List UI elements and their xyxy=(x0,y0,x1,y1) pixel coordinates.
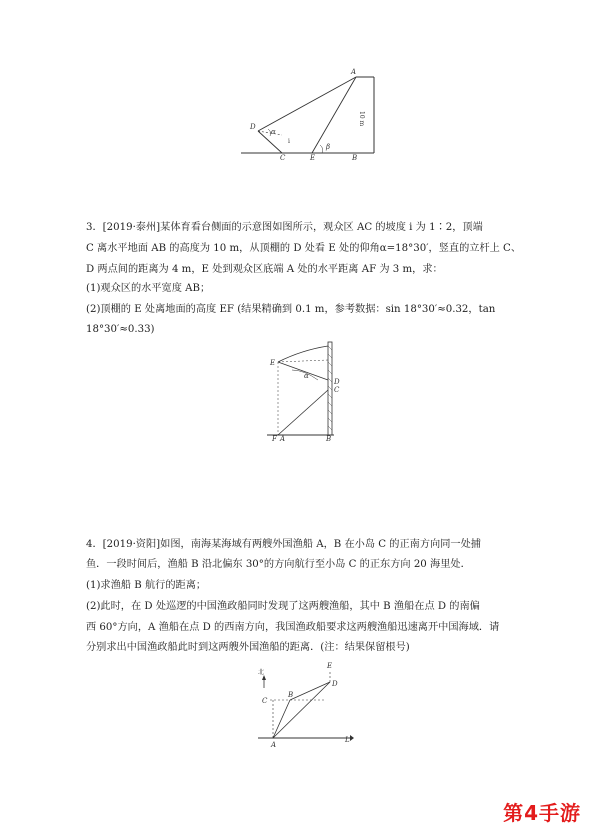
label-north: 北 xyxy=(258,669,265,676)
q4-part2a: (2)此时，在 D 处巡逻的中国渔政船同时发现了这两艘渔船，其中 B 渔船在点 D 的南偏 xyxy=(86,601,480,612)
label-C: C xyxy=(262,697,268,705)
label-alpha: α xyxy=(271,128,276,136)
label-D: D xyxy=(334,378,340,386)
label-A: A xyxy=(351,68,357,76)
label-E: E xyxy=(327,662,333,670)
label-C: C xyxy=(280,154,286,160)
q3-line3: D 两点间的距离为 4 m，E 处到观众区底端 A 处的水平距离 AF 为 3 m，求： xyxy=(86,264,443,275)
q4-line2: 鱼．一段时间后，渔船 B 沿北偏东 30°的方向航行至小岛 C 的正东方向 20 海里处． xyxy=(86,559,471,570)
label-D: D xyxy=(332,680,338,688)
label-height: 10 m xyxy=(358,111,365,127)
label-A: A xyxy=(280,435,286,443)
label-B: B xyxy=(288,691,294,699)
label-E: E xyxy=(310,154,316,160)
figure-stadium-2 xyxy=(262,340,342,445)
q3-part2a: (2)顶棚的 E 处离地面的高度 EF (结果精确到 0.1 m，参考数据：sin 18°30′≈0.32，tan xyxy=(86,304,496,315)
site-watermark-logo: 第4手游 xyxy=(503,801,581,825)
label-B: B xyxy=(326,435,332,443)
q3-line1: 3．[2019·泰州]某体育看台侧面的示意图如图所示，观众区 AC 的坡度 i 为 1∶2，顶端 xyxy=(86,222,483,233)
label-D: D xyxy=(250,123,256,131)
figure-stadium-1 xyxy=(238,65,378,160)
label-A: A xyxy=(271,741,277,748)
label-E: E xyxy=(270,359,276,367)
figure-sea-map xyxy=(250,658,360,748)
q4-line1: 4．[2019·资阳]如图，南海某海域有两艘外国渔船 A，B 在小岛 C 的正南方向同一处捕 xyxy=(86,539,481,550)
q3-line2: C 离水平地面 AB 的高度为 10 m，从顶棚的 D 处看 E 处的仰角α=18°30′，竖直的立杆上 C、 xyxy=(86,243,522,254)
q4-part1: (1)求渔船 B 航行的距离； xyxy=(86,580,207,591)
label-i: i xyxy=(288,138,290,145)
q3-part2b: 18°30′≈0.33) xyxy=(86,324,155,335)
label-F: F xyxy=(272,435,277,443)
q4-part2c: 分别求出中国渔政船此时到这两艘外国渔船的距离．(注：结果保留根号) xyxy=(86,642,410,653)
label-C: C xyxy=(334,386,340,394)
q4-part2b: 西 60°方向，A 渔船在点 D 的西南方向，我国渔政船要求这两艘渔船迅速离开中国海域．请 xyxy=(86,622,500,633)
label-L: L xyxy=(345,736,350,744)
q3-part1: (1)观众区的水平宽度 AB； xyxy=(86,283,211,294)
label-B: B xyxy=(352,154,358,160)
label-angle: α xyxy=(304,372,309,380)
label-beta: β xyxy=(326,143,331,151)
